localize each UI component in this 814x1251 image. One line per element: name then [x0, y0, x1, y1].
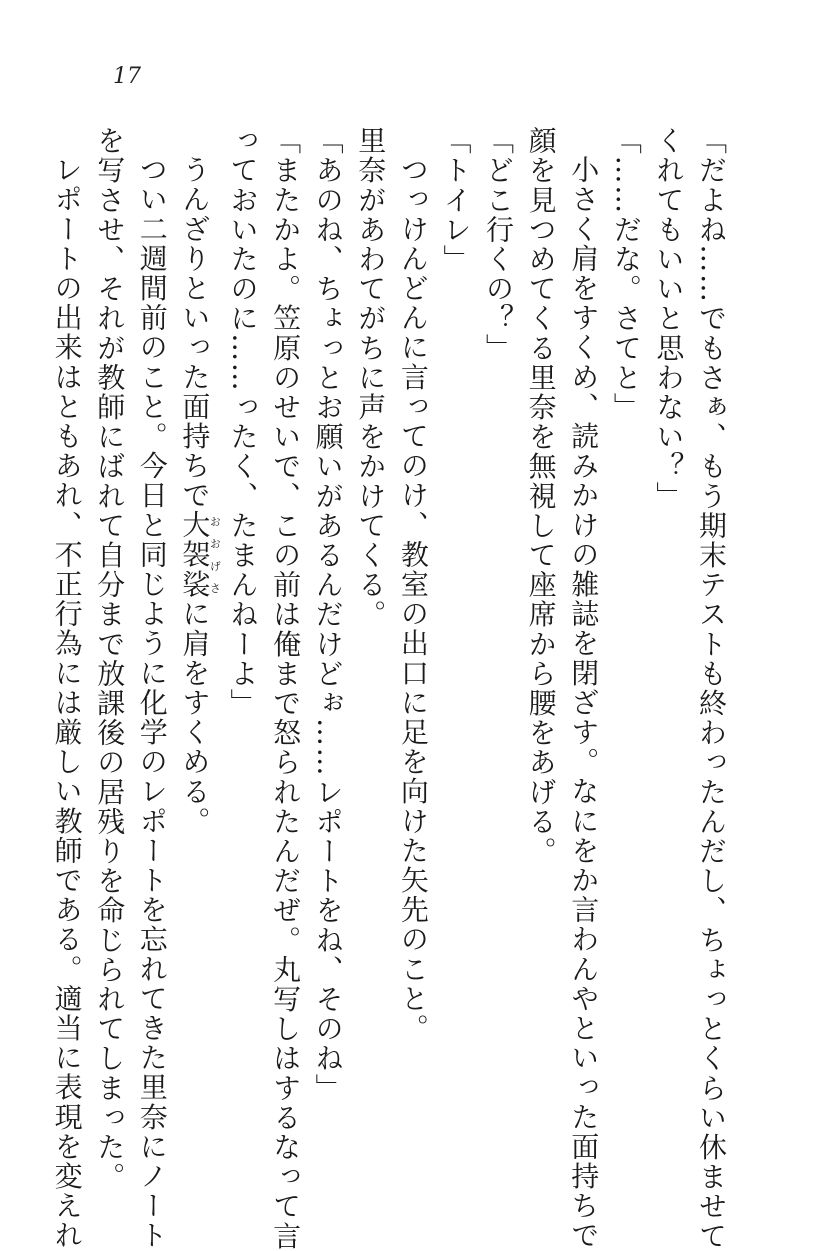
text-line: 「あのね、ちょっとお願いがあるんだけどぉ……レポートをね、そのね」: [311, 126, 345, 1103]
text-line: レポートの出来はともあれ、不正行為には厳しい教師である。適当に表現を変えれ: [50, 155, 84, 1251]
text-line: を写させ、それが教師にばれて自分まで放課後の居残りを命じられてしまった。: [93, 126, 127, 1192]
text-line: くれてもいいと思わない？」: [652, 126, 686, 511]
text-line: 「……だな。さてと」: [609, 126, 643, 422]
text-line: 顔を見つめてくる里奈を無視して座席から腰をあげる。: [524, 126, 558, 866]
text-line: 里奈があわてがちに声をかけてくる。: [354, 126, 388, 630]
text-line: つっけんどんに言ってのけ、教室の出口に足を向けた矢先のこと。: [396, 155, 430, 1043]
ruby-reading: おおげさ: [208, 510, 222, 599]
text-segment: に肩をすくめる。: [178, 599, 212, 836]
text-line: 「だよね……でもさぁ、もう期末テストも終わったんだし、ちょっとくらい休ませて: [695, 126, 728, 1251]
page-number: 17: [113, 64, 141, 89]
ruby-base: 大袈裟: [178, 510, 212, 600]
text-line: 「どこ行くの？」: [482, 126, 516, 363]
text-line: つい二週間前のこと。今日と同じように化学のレポートを忘れてきた里奈にノート: [135, 155, 169, 1251]
text-line: 「トイレ」: [439, 126, 473, 274]
text-line-with-ruby: [173, 126, 221, 1126]
vertical-text-body: [45, 126, 732, 1251]
text-line: 「またかよ。笠原のせいで、この前は俺まで怒られたんだぜ。丸写しはするなって言: [269, 126, 303, 1251]
ruby-annotation: [178, 510, 222, 600]
text-line: っておいたのに……ったく、たまんねーよ」: [226, 126, 260, 718]
text-segment: うんざりといった面持ちで: [178, 155, 212, 511]
text-line: 小さく肩をすくめ、読みかけの雑誌を閉ざす。なにをか言わんやといった面持ちで: [567, 155, 601, 1251]
